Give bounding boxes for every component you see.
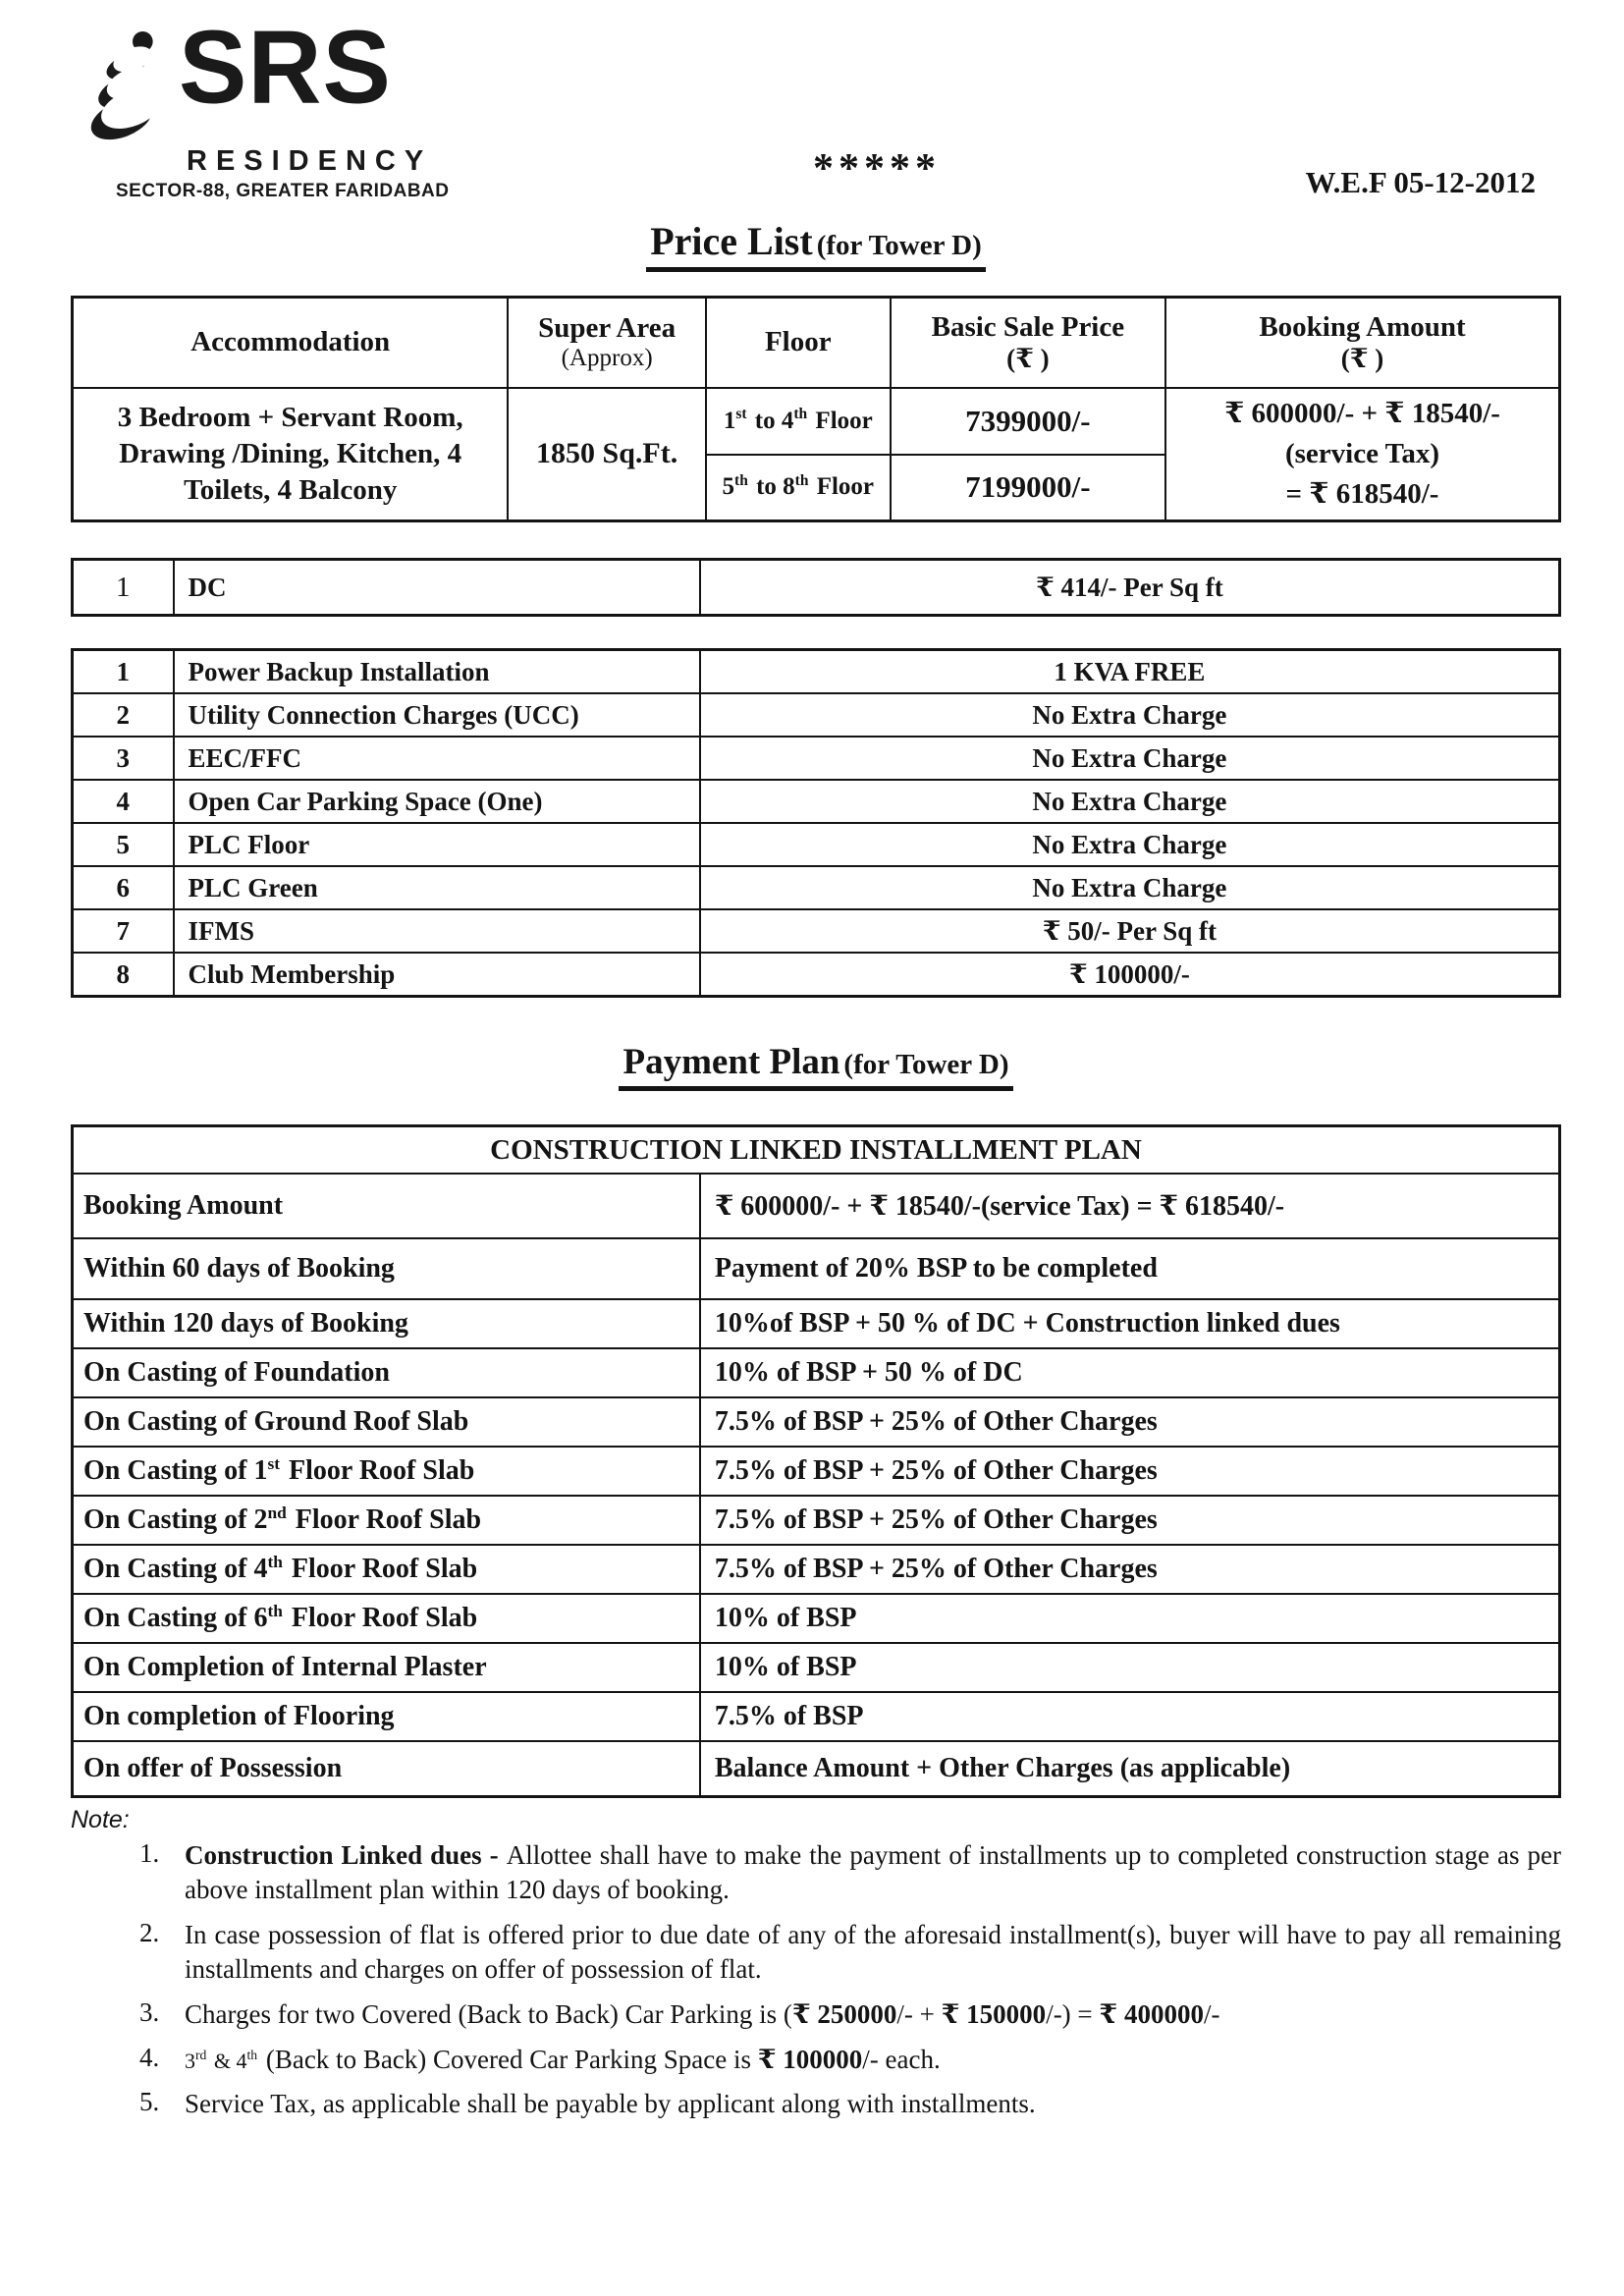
note-segment: Construction Linked dues - xyxy=(185,1839,507,1870)
table-row xyxy=(73,780,1560,823)
note-segment: /-) = xyxy=(1046,1999,1100,2029)
charge-label: PLC Floor xyxy=(174,823,700,866)
note-segment: (Back to Back) Covered Car Parking Space is xyxy=(259,2044,758,2074)
col-basic-sale-price: Basic Sale Price (₹ ) xyxy=(891,298,1165,388)
milestone-label: On Casting of 2nd Floor Roof Slab xyxy=(73,1496,700,1545)
table-row xyxy=(73,1496,1560,1545)
table-row xyxy=(73,1174,1560,1238)
milestone-label: On Casting of 1st Floor Roof Slab xyxy=(73,1447,700,1496)
list-item xyxy=(71,1997,1561,2033)
payment-plan-title-main: Payment Plan xyxy=(623,1042,840,1082)
table-row xyxy=(73,1692,1560,1741)
table-row xyxy=(73,1447,1560,1496)
milestone-value: 7.5% of BSP + 25% of Other Charges xyxy=(700,1545,1560,1594)
brand-name: SRS xyxy=(179,9,392,127)
table-row xyxy=(73,1741,1560,1796)
price-list-page xyxy=(71,0,1561,2132)
row-number: 6 xyxy=(73,866,174,909)
price-table xyxy=(71,296,1561,522)
brand-tagline: SECTOR-88, GREATER FARIDABAD xyxy=(116,181,450,201)
row-number: 5 xyxy=(73,823,174,866)
milestone-value: Balance Amount + Other Charges (as applicable) xyxy=(700,1741,1560,1796)
note-text xyxy=(185,1838,1561,1908)
table-row xyxy=(73,1594,1560,1643)
stars-separator: ***** xyxy=(813,146,941,191)
charge-value: 1 KVA FREE xyxy=(700,650,1560,694)
note-number: 1. xyxy=(139,1837,160,1868)
note-text: Service Tax, as applicable shall be payable by applicant along with installments. xyxy=(185,2089,1036,2119)
milestone-label: Booking Amount xyxy=(73,1174,700,1238)
dc-table xyxy=(71,558,1561,617)
note-segment: /- + xyxy=(896,1999,942,2029)
table-row xyxy=(73,388,1560,455)
note-segment: ₹ 400000 xyxy=(1099,1999,1204,2029)
page-header xyxy=(71,0,1561,214)
note-segment: Charges for two Covered (Back to Back) Car Parking is ( xyxy=(185,1999,792,2029)
table-row xyxy=(73,1348,1560,1397)
super-area-cell: 1850 Sq.Ft. xyxy=(508,388,705,521)
row-number: 1 xyxy=(73,650,174,694)
floor-range-cell: 1st to 4th Floor xyxy=(706,388,891,455)
milestone-value: ₹ 600000/- + ₹ 18540/-(service Tax) = ₹ 618540/- xyxy=(700,1174,1560,1238)
price-table-header-row xyxy=(73,298,1560,388)
list-item xyxy=(71,2087,1561,2122)
table-row xyxy=(73,693,1560,737)
milestone-label: On Casting of Ground Roof Slab xyxy=(73,1397,700,1447)
list-item xyxy=(71,1838,1561,1908)
effective-date: W.E.F 05-12-2012 xyxy=(1305,165,1536,199)
charges-table xyxy=(71,648,1561,998)
table-row xyxy=(73,1545,1560,1594)
note-segment: 3rd & 4th xyxy=(185,2048,258,2073)
milestone-label: On Casting of 4th Floor Roof Slab xyxy=(73,1545,700,1594)
note-segment: /- xyxy=(1203,1999,1220,2029)
installment-plan-title: CONSTRUCTION LINKED INSTALLMENT PLAN xyxy=(73,1126,1560,1175)
table-row xyxy=(73,1299,1560,1348)
col-floor: Floor xyxy=(706,298,891,388)
note-text xyxy=(185,2043,1561,2078)
milestone-value: 7.5% of BSP + 25% of Other Charges xyxy=(700,1496,1560,1545)
note-text: In case possession of flat is offered prior to due date of any of the aforesaid installment(s), buyer will have to pay all remaining installments and charges on offer of possession of flat. xyxy=(185,1919,1561,1985)
row-number: 4 xyxy=(73,780,174,823)
note-segment: ₹ 150000 xyxy=(941,1999,1047,2029)
row-number: 2 xyxy=(73,693,174,737)
note-segment: ₹ 250000 xyxy=(791,1999,897,2029)
charge-value: ₹ 50/- Per Sq ft xyxy=(700,909,1560,953)
milestone-value: Payment of 20% BSP to be completed xyxy=(700,1238,1560,1299)
note-segment: ₹ 100000 xyxy=(757,2044,863,2074)
charge-value: No Extra Charge xyxy=(700,780,1560,823)
payment-plan-title xyxy=(71,1041,1561,1091)
row-number: 8 xyxy=(73,953,174,997)
payment-plan-title-suffix: (for Tower D) xyxy=(843,1049,1009,1080)
note-text xyxy=(185,1997,1561,2033)
table-row xyxy=(73,1643,1560,1692)
row-number: 7 xyxy=(73,909,174,953)
page-title-main: Price List xyxy=(650,219,813,263)
note-segment: /- each. xyxy=(862,2044,941,2074)
col-super-area: Super Area (Approx) xyxy=(508,298,705,388)
accommodation-cell: 3 Bedroom + Servant Room, Drawing /Dining, Kitchen, 4 Toilets, 4 Balcony xyxy=(73,388,509,521)
charge-value: ₹ 414/- Per Sq ft xyxy=(700,560,1560,616)
charge-label: Utility Connection Charges (UCC) xyxy=(174,693,700,737)
table-row xyxy=(73,650,1560,694)
list-item xyxy=(71,2043,1561,2078)
milestone-value: 10%of BSP + 50 % of DC + Construction linked dues xyxy=(700,1299,1560,1348)
table-row xyxy=(73,823,1560,866)
charge-value: ₹ 100000/- xyxy=(700,953,1560,997)
milestone-label: On offer of Possession xyxy=(73,1741,700,1796)
charge-value: No Extra Charge xyxy=(700,693,1560,737)
charge-value: No Extra Charge xyxy=(700,737,1560,780)
notes-section xyxy=(71,1806,1561,2122)
charge-label: Open Car Parking Space (One) xyxy=(174,780,700,823)
charge-value: No Extra Charge xyxy=(700,866,1560,909)
booking-amount-cell: ₹ 600000/- + ₹ 18540/- (service Tax) = ₹ 618540/- xyxy=(1165,388,1560,521)
logo-top-row xyxy=(90,9,562,143)
milestone-value: 10% of BSP xyxy=(700,1643,1560,1692)
charge-label: Club Membership xyxy=(174,953,700,997)
col-accommodation: Accommodation xyxy=(73,298,509,388)
brand-subtitle: RESIDENCY xyxy=(187,145,433,177)
note-number: 3. xyxy=(139,1997,160,2027)
basic-sale-price-cell: 7199000/- xyxy=(891,455,1165,521)
note-number: 5. xyxy=(139,2087,160,2117)
charge-label: Power Backup Installation xyxy=(174,650,700,694)
milestone-value: 7.5% of BSP + 25% of Other Charges xyxy=(700,1397,1560,1447)
milestone-label: On Completion of Internal Plaster xyxy=(73,1643,700,1692)
milestone-value: 7.5% of BSP + 25% of Other Charges xyxy=(700,1447,1560,1496)
milestone-value: 10% of BSP xyxy=(700,1594,1560,1643)
charge-label: PLC Green xyxy=(174,866,700,909)
milestone-label: Within 120 days of Booking xyxy=(73,1299,700,1348)
row-number: 1 xyxy=(73,560,174,616)
note-number: 2. xyxy=(139,1917,160,1947)
charge-label: DC xyxy=(174,560,700,616)
row-number: 3 xyxy=(73,737,174,780)
milestone-value: 7.5% of BSP xyxy=(700,1692,1560,1741)
floor-range-cell: 5th to 8th Floor xyxy=(706,455,891,521)
table-row xyxy=(73,866,1560,909)
table-row xyxy=(73,560,1560,616)
note-number: 4. xyxy=(139,2042,160,2072)
list-item xyxy=(71,1918,1561,1988)
milestone-label: On completion of Flooring xyxy=(73,1692,700,1741)
charge-label: IFMS xyxy=(174,909,700,953)
page-title-suffix: (for Tower D) xyxy=(816,230,982,261)
table-row xyxy=(73,1238,1560,1299)
table-row xyxy=(73,1397,1560,1447)
basic-sale-price-cell: 7399000/- xyxy=(891,388,1165,455)
milestone-value: 10% of BSP + 50 % of DC xyxy=(700,1348,1560,1397)
srs-logo xyxy=(90,9,562,202)
table-row xyxy=(73,953,1560,997)
charge-label: EEC/FFC xyxy=(174,737,700,780)
payment-table-title-row xyxy=(73,1126,1560,1175)
table-row xyxy=(73,737,1560,780)
milestone-label: Within 60 days of Booking xyxy=(73,1238,700,1299)
notes-heading: Note: xyxy=(71,1805,130,1833)
table-row xyxy=(73,909,1560,953)
col-booking-amount: Booking Amount (₹ ) xyxy=(1165,298,1560,388)
note-segment: Allottee shall have to make the payment of installments up to completed construction stage as per above installment plan within 120 days of booking. xyxy=(185,1839,1561,1905)
logo-swoosh-icon xyxy=(90,27,175,143)
milestone-label: On Casting of 6th Floor Roof Slab xyxy=(73,1594,700,1643)
payment-plan-table xyxy=(71,1124,1561,1798)
charge-value: No Extra Charge xyxy=(700,823,1560,866)
milestone-label: On Casting of Foundation xyxy=(73,1348,700,1397)
page-title xyxy=(71,218,1561,272)
